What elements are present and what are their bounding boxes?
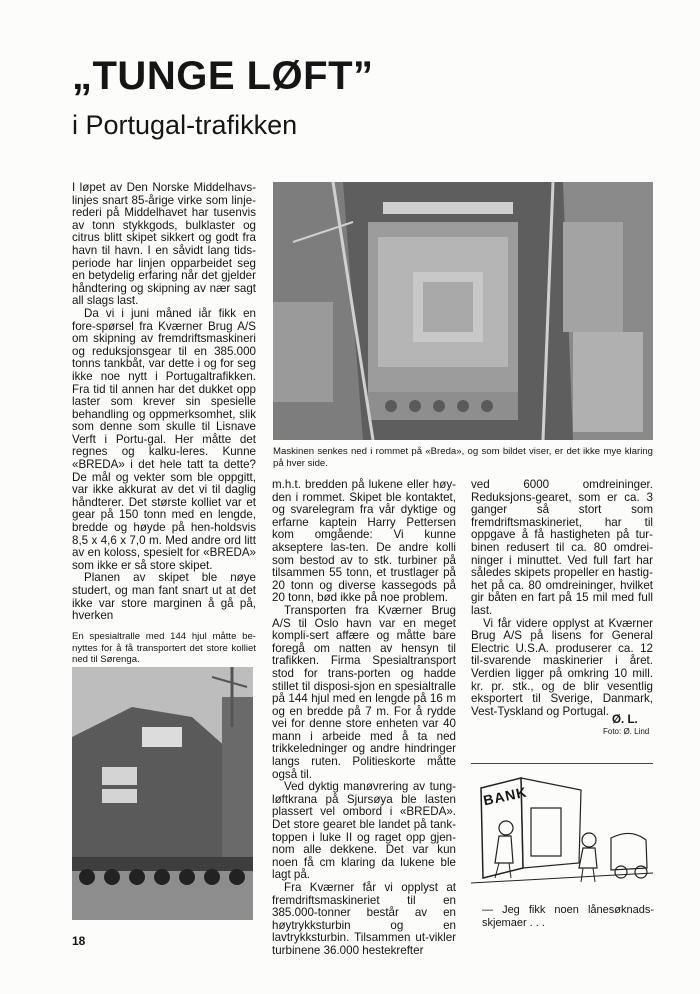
paragraph: Transporten fra Kværner Brug A/S til Oslo havn var en meget kompli-sert affære og måtte bare foregå om natten av hensyn til trafikken. Firma Spesialtransport stod for trans-porten og hadde stillet til disposi-sjon en spesialtralle på 144 hjul med en lengde på 16 m og en bredde på 7 m. For å rydde vei for denne store enheten var 40 mann i arbeide med å ta ned trikkeledninger og andre hindringer langs ruten. Politieskorte måtte også til. [272, 603, 456, 781]
headline: „TUNGE LØFT” [72, 54, 374, 98]
paragraph: Da vi i juni måned iår fikk en fore-spørsel fra Kværner Brug A/S om skipning av fremdriftsmaskineri og reduksjonsgear til en 385.000 tonns tankbåt, var dette i og for seg ikke noe nytt i Portugaltrafikken. Fra tid til annen har det dukket opp laster som krever sin spesielle behandling og oppmerksomhet, slik som denne som skulle til Lisnave Verft i Portu-gal. Her måtte det regnes og kalku-leres. Kunne «BREDA» i det hele tatt ta dette? De mål og vekter som ble oppgitt, var ikke akkurat av det vi til daglig håndterer. Det største kolliet var et gear på 150 tonn med en lengde, bredde og høyde på hen-holdsvis 8,5 x 4,6 x 7,0 m. Med andre ord litt av en koloss, spesielt for «BREDA» som ikke er så store skipet. [72, 306, 256, 572]
article-column-2 [272, 479, 456, 958]
cartoon-caption: — Jeg fikk noen lånesøknads-skjemaer . . . [482, 904, 654, 929]
paragraph: Vi får videre opplyst at Kværner Brug A/S på lisens for General Electric U.S.A. produserer ca. 12 til-svarende maskinerier i året. Verdien ligger på omkring 10 mill. kr. pr. stk., og de blir vesentlig eksportert til Sverige, Danmark, Vest-Tyskland og Portugal. [471, 616, 653, 718]
bank-cartoon [471, 768, 653, 893]
subheadline: i Portugal-trafikken [72, 110, 298, 140]
trolley-transport-photo [72, 667, 253, 920]
page-number: 18 [72, 934, 86, 948]
photo-credit: Foto: Ø. Lind [603, 727, 650, 736]
paragraph: ved 6000 omdreininger. Reduksjons-gearet, som er ca. 3 ganger så stort som fremdriftsmaskineriet, har til oppgave å få hastigheten på tur-binen redusert til ca. 80 omdrei-ninger i minuttet. Ved full fart har således skipets propeller en hastig-het på ca. 80 omdreininger, hvilket gir båten en fart på 15 mil med full last. [471, 478, 653, 617]
photo-caption-ship-hold: Maskinen senkes ned i rommet på «Breda», og som bildet viser, er det ikke mye klaring på hver side. [273, 446, 653, 469]
article-column-3 [471, 479, 653, 718]
paragraph: Fra Kværner får vi opplyst at fremdriftsmaskineriet til en 385.000-tonner består av en høytrykksturbin og en lavtrykksturbin. Tilsammen ut-vikler turbinene 36.000 hestekrefter [272, 881, 456, 957]
paragraph: Ved dyktig manøvrering av tung-løftkrana på Sjursøya ble lasten plassert vel ombord i «BREDA». Det store gearet ble landet på tank-toppen i luke II og raget opp gjen-nom alle dekkene. Det var kun noen få cm klaring da lukene ble lagt på. [272, 780, 456, 882]
paragraph: m.h.t. bredden på lukene eller høy-den i rommet. Skipet ble kontaktet, og svarelegram fra vår dyktige og erfarne kaptein Harry Pettersen kom omgående: Vi kunne akseptere las-ten. De andre kolli som bestod av to stk. turbiner på tilsammen 55 tonn, et trustlager på 20 tonn og diverse kassegods på 20 tonn, bød ikke på noe problem. [272, 478, 456, 605]
paragraph: I løpet av Den Norske Middelhavs-linjes snart 85-årige virke som linje-rederi på Middelhavet har tusenvis av tonn stykkgods, bulklaster og citrus blitt skipet sikkert og godt fra havn til havn. I en såvidt lang tids-periode har linjen opparbeidet seg en betydelig erfaring når det gjelder håndtering og skipning av nær sagt all slags last. [72, 181, 256, 308]
cartoon-top-rule [471, 763, 653, 764]
photo-caption-trolley: En spesialtralle med 144 hjul måtte be-nyttes for å få transportert det store kolliet ned til Sørenga. [72, 631, 256, 666]
author-signature: Ø. L. [612, 713, 638, 726]
ship-hold-photo [273, 182, 653, 440]
paragraph: Planen av skipet ble nøye studert, og man fant snart ut at det ikke var store marginen å gå på, hverken [72, 571, 256, 623]
cartoon-bank-sign: BANK [481, 783, 529, 809]
article-column-1 [72, 182, 256, 623]
